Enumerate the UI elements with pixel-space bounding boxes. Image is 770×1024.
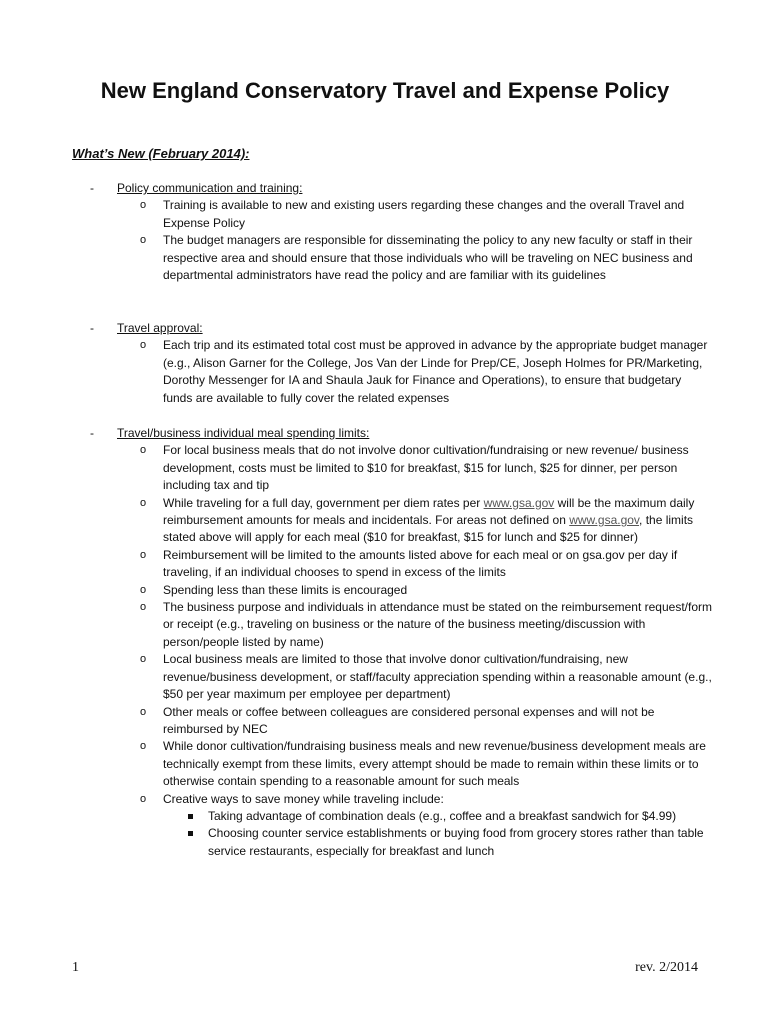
list-item-text: Creative ways to save money while traveling include: (163, 791, 444, 806)
list-item (72, 197, 712, 232)
circle-bullet-icon: o (140, 601, 147, 614)
circle-bullet-icon: o (140, 339, 147, 352)
square-bullet-icon (188, 831, 193, 836)
list-item-text: Spending less than these limits is encouraged (163, 582, 408, 597)
list-item (72, 495, 712, 547)
list-item-text: Training is available to new and existing users regarding these changes and the overall Travel and Expense Policy (163, 198, 685, 230)
gsa-link[interactable]: www.gsa.gov (483, 495, 555, 510)
dash-marker: - (90, 426, 94, 440)
section-travel-approval (72, 320, 712, 407)
section-heading (72, 425, 712, 442)
list-item-text: The budget managers are responsible for disseminating the policy to any new faculty or staff in their respective area and should ensure that those individuals who will be traveling on NEC business and departmental administrators have read the policy and are familiar with its guidelines (163, 233, 693, 283)
sub-list-item (72, 808, 712, 825)
list-item-text: Reimbursement will be limited to the amounts listed above for each meal or on gsa.gov per day if traveling, if an individual chooses to spend in excess of the limits (163, 547, 678, 580)
circle-bullet-icon: o (140, 583, 147, 596)
circle-bullet-icon: o (140, 792, 147, 805)
circle-bullet-icon: o (140, 548, 147, 561)
list-item-text (163, 496, 694, 545)
text-segment: will be the maximum daily reimbursement amounts for meals and incidentals. For areas not defined on (163, 495, 695, 528)
list-item (72, 704, 712, 739)
list-item (72, 582, 712, 599)
text-segment: , the limits stated above will apply for each meal ($10 for breakfast, $15 for lunch and $25 for dinner) (163, 513, 694, 545)
circle-bullet-icon: o (140, 444, 147, 457)
sub-list-item-text: Taking advantage of combination deals (e.g., coffee and a breakfast sandwich for $4.99) (208, 808, 677, 823)
list-item (72, 791, 712, 861)
section-label: Travel approval: (117, 321, 203, 335)
text-segment: While traveling for a full day, government per diem rates per (163, 495, 484, 510)
sub-list-item-text: Choosing counter service establishments or buying food from grocery stores rather than table service restaurants, especially for breakfast and lunch (208, 826, 704, 858)
page-number: 1 (72, 960, 79, 975)
circle-bullet-icon: o (140, 199, 147, 212)
list-item (72, 442, 712, 494)
list-item (72, 599, 712, 651)
section-heading (72, 180, 712, 197)
dash-marker: - (90, 321, 94, 335)
circle-bullet-icon: o (140, 496, 147, 509)
dash-marker: - (90, 181, 94, 195)
list-item (72, 738, 712, 790)
list-item-text: For local business meals that do not involve donor cultivation/fundraising or new revenue/ business development, costs must be limited to $10 for breakfast, $15 for lunch, $25 for dinner, per person including tax and tip (163, 443, 689, 493)
list-item-text: The business purpose and individuals in attendance must be stated on the reimbursement request/form or receipt (e.g., traveling on business or the nature of the business meeting/discussion with person/people listed by name) (163, 600, 712, 649)
page-title: New England Conservatory Travel and Expense Policy (100, 78, 670, 103)
section-policy-communication (72, 180, 712, 284)
section-label: Policy communication and training: (117, 181, 303, 195)
section-meal-limits (72, 425, 712, 860)
section-label: Travel/business individual meal spending limits: (117, 426, 370, 440)
list-item-text: While donor cultivation/fundraising business meals and new revenue/business development meals are technically exempt from these limits, every attempt should be made to remain within these limits or to otherwise contain spending to a reasonable amount for such meals (163, 739, 706, 789)
list-item-text: Other meals or coffee between colleagues are considered personal expenses and will not be reimbursed by NEC (163, 704, 655, 736)
list-item-text: Local business meals are limited to those that involve donor cultivation/fundraising, new revenue/business development, or staff/faculty appreciation spending within a reasonable amount (e.g., $50 per year maximum per employee per department) (163, 652, 712, 702)
circle-bullet-icon: o (140, 705, 147, 718)
list-item (72, 337, 712, 407)
circle-bullet-icon: o (140, 740, 147, 753)
list-item (72, 232, 712, 284)
list-item-text: Each trip and its estimated total cost must be approved in advance by the appropriate budget manager (e.g., Alison Garner for the College, Jos Van der Linde for Prep/CE, Joseph Holmes for PR/Marketing, Dorothy Messenger for IA and Shaula Jauk for Finance and Operations), to ensure that budgetary funds are available to fully cover the related expenses (163, 338, 708, 405)
circle-bullet-icon: o (140, 234, 147, 247)
square-bullet-icon (188, 814, 193, 819)
list-item (72, 547, 712, 582)
section-heading (72, 320, 712, 337)
circle-bullet-icon: o (140, 653, 147, 666)
list-item (72, 651, 712, 703)
revision-label: rev. 2/2014 (635, 960, 698, 975)
sub-list-item (72, 825, 712, 860)
gsa-link[interactable]: www.gsa.gov (569, 513, 640, 528)
whats-new-heading: What’s New (February 2014): (72, 146, 250, 161)
